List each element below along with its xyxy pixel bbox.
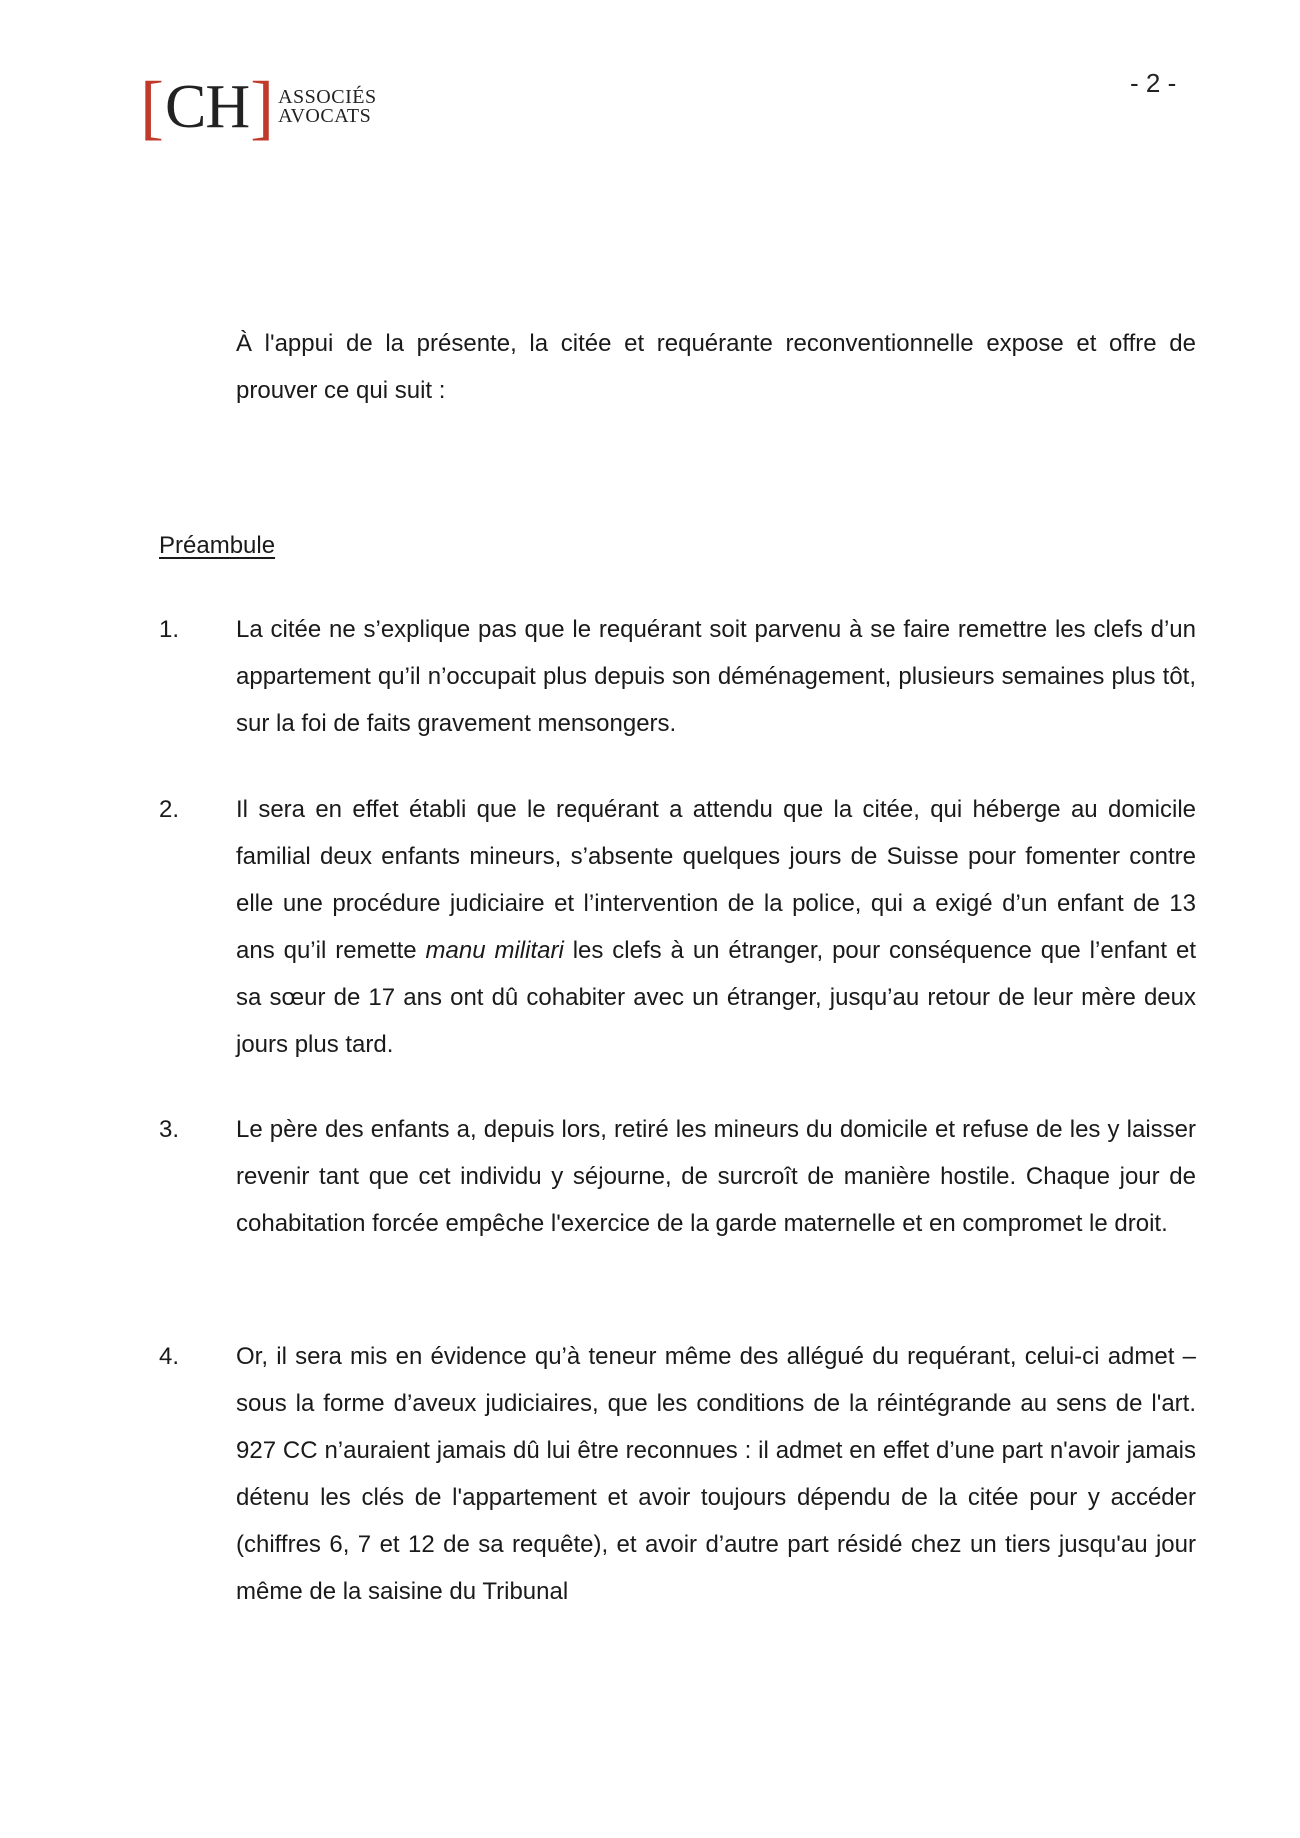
logo-bracket-open: [ xyxy=(140,67,164,147)
paragraph-text xyxy=(236,786,1196,1068)
paragraph-text-part: les clefs à un étranger, pour conséquence que l’enfant et sa sœur de 17 ans ont dû cohabiter avec un étranger, jusqu’au retour de leur mère deux jours plus tard. xyxy=(236,937,1196,1058)
numbered-paragraph xyxy=(159,606,1196,747)
paragraph-number: 4. xyxy=(159,1343,180,1370)
paragraph-text: La citée ne s’explique pas que le requérant soit parvenu à se faire remettre les clefs d’un appartement qu’il n’occupait plus depuis son déménagement, plusieurs semaines plus tôt, sur la foi de faits gravement mensongers. xyxy=(236,616,1196,737)
paragraph-text: Or, il sera mis en évidence qu’à teneur même des allégué du requérant, celui-ci admet – sous la forme d’aveux judiciaires, que les conditions de la réintégrande au sens de l'art. 927 CC n’auraient jamais dû lui être reconnues : il admet en effet d’une part n'avoir jamais détenu les clés de l'appartement et avoir toujours dépendu de la citée pour y accéder (chiffres 6, 7 et 12 de sa requête), et avoir d’autre part résidé chez un tiers jusqu'au jour même de la saisine du Tribunal xyxy=(236,1343,1196,1605)
paragraph-number: 2. xyxy=(159,796,180,823)
paragraph-number: 1. xyxy=(159,616,180,643)
paragraph-text: Le père des enfants a, depuis lors, retiré les mineurs du domicile et refuse de les y laisser revenir tant que cet individu y séjourne, de surcroît de manière hostile. Chaque jour de cohabitation forcée empêche l'exercice de la garde maternelle et en compromet le droit. xyxy=(236,1116,1196,1237)
numbered-paragraph xyxy=(159,1333,1196,1615)
logo-initials: CH xyxy=(164,73,250,141)
page-number: - 2 - xyxy=(1130,68,1177,98)
intro-paragraph: À l'appui de la présente, la citée et requérante reconventionnelle expose et offre de prouver ce qui suit : xyxy=(236,330,1196,404)
logo-bracket-close: ] xyxy=(250,67,275,147)
numbered-paragraph xyxy=(159,786,1196,1068)
logo-line-avocats: AVOCATS xyxy=(278,105,372,127)
section-heading: Préambule xyxy=(159,532,276,559)
paragraph-number: 3. xyxy=(159,1116,180,1143)
paragraph-text-part: Il sera en effet établi que le requérant a attendu que la citée, qui héberge au domicile familial deux enfants mineurs, s’absente quelques jours de Suisse pour fomenter contre elle une procédure judiciaire et l’intervention de la police, qui a exigé d’un enfant de 13 ans qu’il remette xyxy=(236,796,1196,964)
logo-line-associes: ASSOCIÉS xyxy=(278,86,377,108)
firm-logo xyxy=(140,67,377,147)
logo-firm-name xyxy=(278,88,376,126)
paragraph-italic-term: manu militari xyxy=(425,937,564,964)
numbered-paragraph xyxy=(159,1106,1196,1247)
